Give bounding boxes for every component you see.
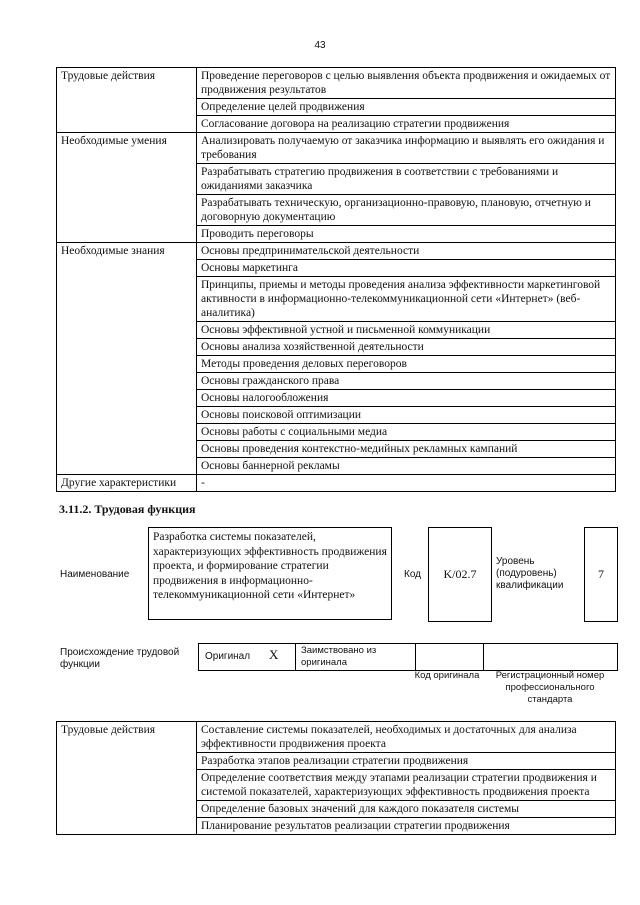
borrowed-label: Заимствовано из оригинала: [301, 645, 377, 668]
table-cell: Основы поисковой оптимизации: [197, 407, 616, 424]
table-cell: -: [197, 475, 616, 492]
table-cell: Основы маркетинга: [197, 260, 616, 277]
table-cell: Разрабатывать техническую, организационно-правовую, плановую, отчетную и договорную документацию: [197, 195, 616, 226]
original-label: Оригинал: [205, 651, 251, 662]
table-row: [57, 475, 616, 492]
labor-actions-table: [56, 721, 616, 835]
code-value-box: K/02.7: [428, 527, 492, 622]
section-title: 3.11.2. Трудовая функция: [59, 502, 196, 516]
table-cell: Основы баннерной рекламы: [197, 458, 616, 475]
row-group-label: Другие характеристики: [57, 475, 197, 492]
origin-divider: [415, 644, 416, 670]
origin-divider: [483, 644, 484, 670]
table-cell: Основы предпринимательской деятельности: [197, 243, 616, 260]
table-row: [57, 722, 616, 753]
row-group-label: Трудовые действия: [57, 68, 197, 133]
table-row: [57, 68, 616, 99]
original-mark: X: [269, 647, 279, 662]
table-cell: Методы проведения деловых переговоров: [197, 356, 616, 373]
level-label: Уровень (подуровень) квалификации: [496, 556, 564, 591]
table-row: [57, 243, 616, 260]
origin-row: [198, 643, 618, 671]
table-cell: Согласование договора на реализацию стратегии продвижения: [197, 116, 616, 133]
table-cell: Определение целей продвижения: [197, 99, 616, 116]
row-group-label: Необходимые знания: [57, 243, 197, 475]
table-cell: Основы налогообложения: [197, 390, 616, 407]
table-cell: Проведение переговоров с целью выявления объекта продвижения и ожидаемых от продвижения результатов: [197, 68, 616, 99]
origin-divider: [295, 644, 296, 670]
page-number: 43: [314, 40, 326, 51]
table-cell: Основы гражданского права: [197, 373, 616, 390]
table-cell: Проводить переговоры: [197, 226, 616, 243]
name-label: Наименование: [60, 569, 130, 580]
code-original-label: Код оригинала: [414, 670, 480, 681]
table-cell: Анализировать получаемую от заказчика информацию и выявлять его ожидания и требования: [197, 133, 616, 164]
table-cell: Разработка этапов реализации стратегии продвижения: [197, 753, 616, 770]
table-cell: Принципы, приемы и методы проведения анализа эффективности маркетинговой активности в информационно-телекоммуникационной сети «Интернет» (веб-аналитика): [197, 277, 616, 322]
level-value-box: 7: [584, 527, 618, 622]
table-cell: Планирование результатов реализации стратегии продвижения: [197, 818, 616, 835]
table-cell: Основы эффективной устной и письменной коммуникации: [197, 322, 616, 339]
labor-function-table-continued: [56, 67, 616, 492]
table-cell: Основы проведения контекстно-медийных рекламных кампаний: [197, 441, 616, 458]
row-group-label: Необходимые умения: [57, 133, 197, 243]
row-group-label: Трудовые действия: [57, 722, 197, 835]
table-cell: Основы анализа хозяйственной деятельности: [197, 339, 616, 356]
code-label: Код: [404, 569, 422, 580]
table-cell: Составление системы показателей, необходимых и достаточных для анализа эффективности продвижения проекта: [197, 722, 616, 753]
table-cell: Разрабатывать стратегию продвижения в соответствии с требованиями и ожиданиями заказчика: [197, 164, 616, 195]
table-row: [57, 133, 616, 164]
origin-label: Происхождение трудовой функции: [60, 647, 180, 670]
table-cell: Основы работы с социальными медиа: [197, 424, 616, 441]
reg-number-label: Регистрационный номер профессионального стандарта: [495, 670, 605, 705]
table-cell: Определение соответствия между этапами реализации стратегии продвижения и системой показателей, характеризующих эффективность продвижения проекта: [197, 770, 616, 801]
table-cell: Определение базовых значений для каждого показателя системы: [197, 801, 616, 818]
function-name-box: Разработка системы показателей, характеризующих эффективность продвижения проекта, и формирование стратегии продвижения в информационно-телекоммуникационной сети «Интернет»: [148, 527, 392, 620]
